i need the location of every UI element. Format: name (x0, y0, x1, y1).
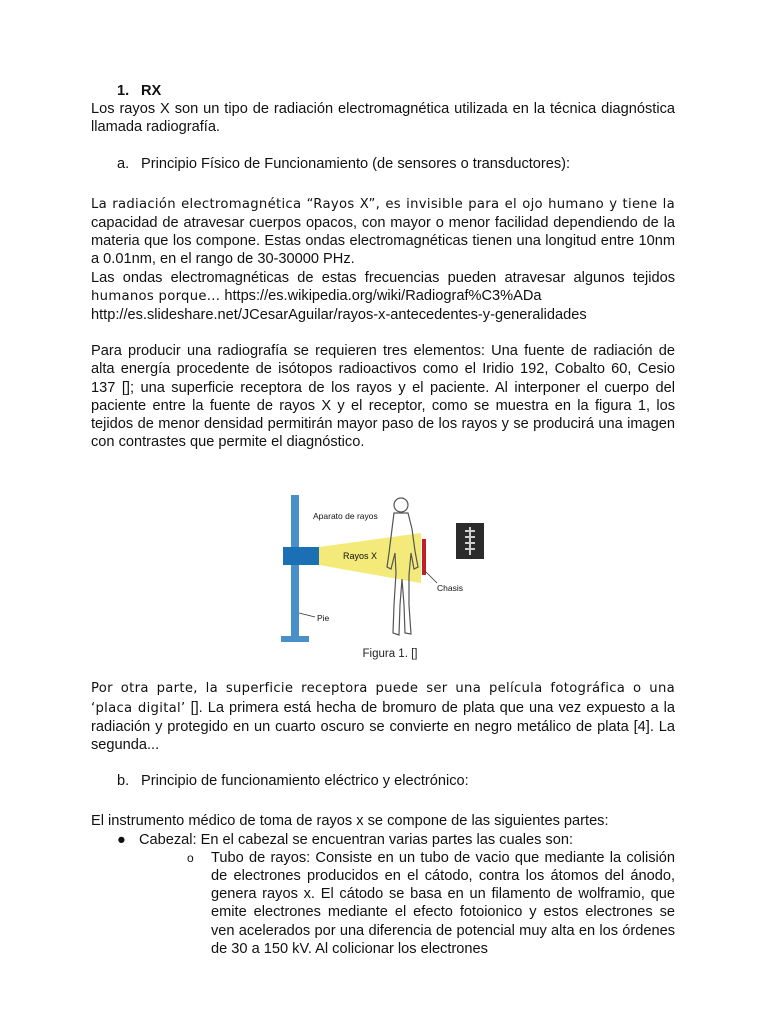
sub-list (139, 849, 675, 958)
document-page (91, 82, 675, 958)
section-title: RX (141, 83, 162, 99)
paragraph-parts: El instrumento médico de toma de rayos x se compone de las siguientes partes: (91, 813, 609, 830)
subsection-b-letter: b. (117, 773, 130, 790)
subsection-a-title: Principio Físico de Funcionamiento (de sensores o transductores): (141, 155, 571, 172)
label-stand: Pie (317, 613, 330, 624)
sub-list-item-text: Tubo de rayos: Consiste en un tubo de vacio que mediante la colisión de electrones producidos en el cátodo, contra los átomos del ánodo, genera rayos x. El cátodo se basa en un filamento de wolframio, que emite electrones mediante el efecto fotoionico y estos electrones se ven acelerados por una diferencia de potencial muy alta en los órdenes de 30 a 150 kV. Al colicionar los electrones (211, 849, 675, 957)
figure-caption: Figura 1. [] (362, 648, 418, 661)
sub-list-item (165, 849, 675, 958)
leader-stand (299, 613, 315, 617)
subsection-b-title: Principio de funcionamiento eléctrico y electrónico: (141, 773, 469, 790)
paragraph-receptor (91, 679, 675, 754)
label-chassis: Chasis (437, 583, 463, 594)
stand-base (281, 636, 309, 642)
paragraph-elements: Para producir una radiografía se requieren tres elementos: Una fuente de radiación de alta energía procedente de isótopos radioactivos como el Iridio 192, Cobalto 60, Cesio 137 []; una superficie receptora de los rayos y el paciente. Al interponer el cuerpo del paciente entre la fuente de rayos X y el receptor, como se muestra en la figura 1, los tejidos de menor densidad permitirán mayor paso de los rayos y se producirá una imagen con contrastes que permite el diagnóstico. (91, 343, 675, 451)
label-apparatus: Aparato de rayos (313, 511, 378, 522)
slideshare-link[interactable]: http://es.slideshare.net/JCesarAguilar/rayos-x-antecedentes-y-generalidades (91, 307, 587, 324)
paragraph-receptor-lead: Por otra parte, la superficie receptora puede ser una película fotográfica o una ‘placa digital’ (91, 681, 675, 716)
list-item-text: Cabezal: En el cabezal se encuentran varias partes las cuales son: (139, 831, 574, 848)
wikipedia-link[interactable]: https://es.wikipedia.org/wiki/Radiograf%C3%ADa (224, 287, 542, 304)
label-rays: Rayos X (343, 551, 378, 562)
xray-diagram (281, 495, 501, 645)
stand-pole (291, 495, 299, 637)
paragraph-waves-lead: humanos porque... (91, 288, 221, 304)
subsection-a-heading (117, 155, 675, 173)
paragraph-radiation-lead: La radiación electromagnética “Rayos X”, es invisible para el ojo humano y tiene la (91, 196, 675, 212)
subsection-b-heading (117, 772, 675, 790)
circle-bullet-icon: o (187, 850, 194, 865)
parts-list (91, 831, 675, 958)
paragraph-receptor-rest: []. La primera está hecha de bromuro de plata que una vez expuesto a la radiación y protegido en un cuarto oscuro se convierte en negro metálico de plata [4]. La segunda... (91, 699, 675, 754)
chassis-plate (422, 539, 426, 575)
paragraph-waves (91, 269, 675, 306)
list-item (91, 831, 675, 958)
leader-chassis (425, 571, 437, 583)
paragraph-waves-text: Las ondas electromagnéticas de estas frecuencias pueden atravesar algunos tejidos (91, 269, 675, 286)
subsection-a-letter: a. (117, 155, 130, 172)
paragraph-radiation (91, 195, 675, 269)
section-number: 1. (117, 83, 130, 99)
section-heading (117, 82, 675, 100)
intro-paragraph: Los rayos X son un tipo de radiación electromagnética utilizada en la técnica diagnóstica llamada radiografía. (91, 101, 675, 136)
xray-source (283, 547, 319, 565)
figure-xray-setup (281, 495, 501, 665)
bullet-icon: ● (117, 831, 126, 848)
paragraph-radiation-rest: capacidad de atravesar cuerpos opacos, con mayor o menor facilidad dependiendo de la materia que los compone. Estas ondas electromagnéticas tienen una longitud entre 10nm a 0.01nm, en el rango de 30-30000 PHz. (91, 215, 675, 268)
